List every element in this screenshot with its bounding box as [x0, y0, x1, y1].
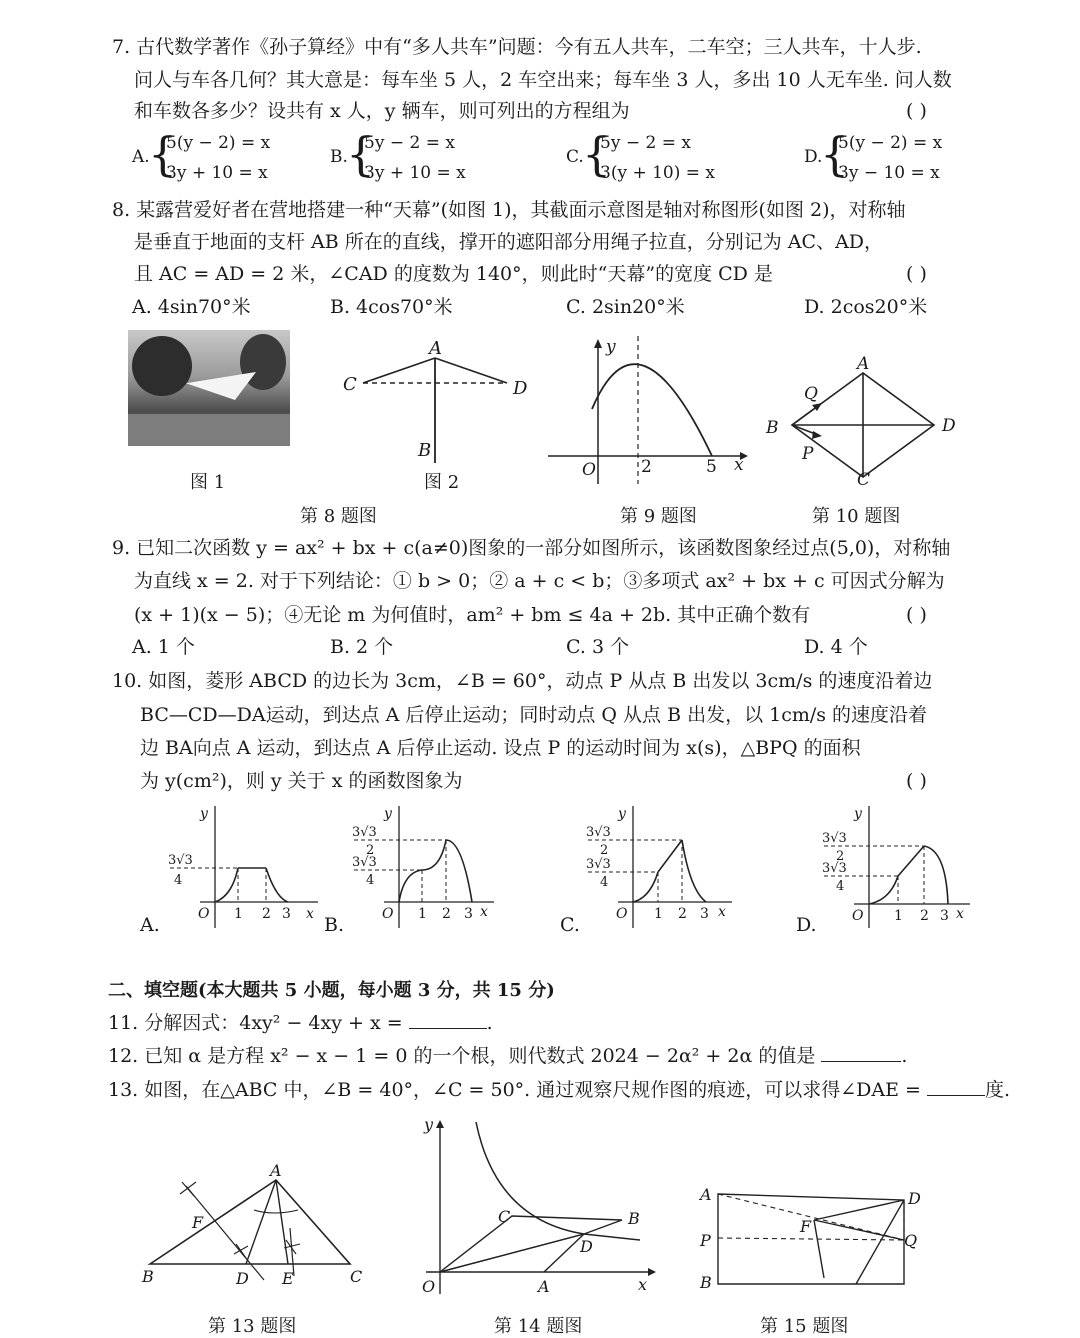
- fig13-label-f: F: [192, 1213, 204, 1232]
- q9-figure-caption: 第 9 题图: [620, 506, 697, 527]
- q7-option-b-label: B.: [330, 147, 348, 167]
- q10-d-tick-1: 1: [894, 908, 903, 924]
- q7-option-a-eq2: 3y + 10 = x: [166, 163, 268, 183]
- q7-line-1: 7. 古代数学著作《孙子算经》中有“多人共车”问题：今有五人共车，二车空；三人共车，十人步.: [112, 36, 922, 58]
- q9-option-c: C. 3 个: [566, 636, 630, 658]
- q10-a-tick-1: 1: [234, 906, 243, 922]
- fig14-label-a: A: [538, 1277, 550, 1296]
- q10-figure-caption: 第 10 题图: [812, 506, 901, 527]
- q10-b-tick-1: 1: [418, 906, 427, 922]
- q10-c-den-low: 4: [600, 875, 609, 890]
- fig14-label-d: D: [580, 1237, 593, 1256]
- tree-shape: [132, 336, 192, 396]
- q10-a-num: 3√3: [168, 853, 193, 868]
- arrow-icon: [812, 431, 822, 439]
- q10-line-4: 为 y(cm²)，则 y 关于 x 的函数图象为: [140, 770, 463, 792]
- q8-line-3: 且 AC = AD = 2 米，∠CAD 的度数为 140°，则此时“天幕”的宽度 CD 是: [134, 263, 773, 285]
- canopy-shape: [186, 372, 256, 400]
- fig15-label-f: F: [800, 1217, 812, 1236]
- fig13-label-e: E: [282, 1269, 294, 1288]
- q10-d-tick-3: 3: [940, 908, 949, 924]
- fig13-label-b: B: [142, 1267, 154, 1286]
- fig10-label-p: P: [802, 444, 814, 464]
- q7-option-d: [804, 127, 1004, 188]
- q8-line-2: 是垂直于地面的支杆 AB 所在的直线，撑开的遮阳部分用绳子拉直，分别记为 AC、AD，: [134, 231, 884, 253]
- fig14-label-x: x: [638, 1275, 648, 1294]
- q10-option-c-label: C.: [560, 914, 580, 936]
- fig2-label-c: C: [343, 374, 357, 395]
- q9-answer-paren: ( ): [906, 604, 927, 626]
- section-2-title: 二、填空题(本大题共 5 小题，每小题 3 分，共 15 分): [108, 980, 555, 1001]
- brace-icon: {: [582, 127, 612, 181]
- fig10-label-q: Q: [804, 384, 818, 404]
- q10-graph-b: [344, 800, 504, 930]
- q8-option-a: A. 4sin70°米: [132, 296, 251, 318]
- q10-d-den-low: 4: [836, 879, 845, 894]
- q10-a-den: 4: [174, 873, 183, 888]
- q9-option-b: B. 2 个: [330, 636, 394, 658]
- q7-option-d-eq2: 3y − 10 = x: [838, 163, 940, 183]
- q8-figure-caption: 第 8 题图: [300, 506, 377, 527]
- q7-option-d-eq1: 5(y − 2) = x: [838, 133, 943, 153]
- q10-a-label-y: y: [200, 806, 208, 822]
- q8-option-c: C. 2sin20°米: [566, 296, 685, 318]
- q7-option-b-eq1: 5y − 2 = x: [364, 133, 455, 153]
- q10-b-den-top: 2: [366, 843, 375, 858]
- q12-period: .: [901, 1045, 908, 1067]
- q10-b-tick-3: 3: [464, 906, 473, 922]
- q13-unit: 度.: [985, 1079, 1011, 1101]
- q10-c-tick-2: 2: [678, 906, 687, 922]
- q9-line-3: (x + 1)(x − 5)；④无论 m 为何值时，am² + bm ≤ 4a + 2b. 其中正确个数有: [134, 604, 811, 626]
- q10-c-tick-1: 1: [654, 906, 663, 922]
- q10-d-den-top: 2: [836, 849, 845, 864]
- fig9-label-y: y: [606, 337, 616, 357]
- fig13-label-c: C: [350, 1267, 363, 1286]
- q10-c-num-top: 3√3: [586, 825, 611, 840]
- q7-option-c-eq1: 5y − 2 = x: [600, 133, 691, 153]
- q7-answer-paren: ( ): [906, 100, 927, 122]
- q10-option-a-label: A.: [140, 914, 160, 936]
- q10-d-num-top: 3√3: [822, 831, 847, 846]
- brace-icon: {: [820, 127, 850, 181]
- brace-icon: {: [148, 127, 178, 181]
- arrow-icon: [594, 339, 602, 348]
- q10-a-tick-3: 3: [282, 906, 291, 922]
- q9-option-d: D. 4 个: [804, 636, 868, 658]
- q12-text: [108, 1043, 907, 1069]
- q10-graph-c: [578, 800, 748, 930]
- fig10-rhombus: [760, 355, 970, 490]
- q7-line-3: 和车数各多少？设共有 x 人，y 辆车，则可列出的方程组为: [134, 100, 630, 122]
- q7-option-c-eq2: 3(y + 10) = x: [600, 163, 716, 183]
- q7-option-c-label: C.: [566, 147, 584, 167]
- q10-b-tick-2: 2: [442, 906, 451, 922]
- fig14-hyperbola: [404, 1110, 664, 1300]
- q10-b-num-top: 3√3: [352, 825, 377, 840]
- fig14-label-o: O: [422, 1277, 436, 1296]
- fig14-label-y: y: [424, 1115, 434, 1134]
- fig9-label-o: O: [582, 460, 596, 480]
- fig2-label-a: A: [429, 338, 442, 359]
- q13-text: [108, 1077, 1010, 1103]
- fig2-label-b: B: [418, 440, 432, 461]
- fig15-label-d: D: [908, 1189, 921, 1208]
- q10-answer-paren: ( ): [906, 770, 927, 792]
- q10-c-tick-3: 3: [700, 906, 709, 922]
- q8-answer-paren: ( ): [906, 263, 927, 285]
- q10-line-3: 边 BA向点 A 运动，到达点 A 后停止运动. 设点 P 的运动时间为 x(s)，△BPQ 的面积: [140, 737, 861, 759]
- q7-line-2: 问人与车各几何？其大意是：每车坐 5 人，2 车空出来；每车坐 3 人，多出 10 人无车坐. 问人数: [134, 69, 952, 91]
- fig1-caption: 图 1: [190, 472, 226, 493]
- q7-option-c: [566, 127, 766, 188]
- fig10-label-c: C: [857, 470, 871, 490]
- q10-line-2: BC—CD—DA运动，到达点 A 后停止运动；同时动点 Q 从点 B 出发，以 1cm/s 的速度沿着: [140, 704, 928, 726]
- q9-line-2: 为直线 x = 2. 对于下列结论：① b > 0；② a + c < b；③多项式 ax² + bx + c 可因式分解为: [134, 570, 945, 592]
- fig15-label-a: A: [700, 1185, 712, 1204]
- q10-d-label-o: O: [852, 908, 864, 924]
- q10-b-den-low: 4: [366, 873, 375, 888]
- fig14-label-c: C: [498, 1207, 511, 1226]
- q7-option-d-label: D.: [804, 147, 823, 167]
- q10-line-1: 10. 如图，菱形 ABCD 的边长为 3cm，∠B = 60°，动点 P 从点 B 出发以 3cm/s 的速度沿着边: [112, 670, 933, 692]
- q10-c-den-top: 2: [600, 843, 609, 858]
- q12-answer-blank[interactable]: [821, 1043, 901, 1062]
- canopy-photo: [128, 330, 290, 446]
- q10-b-label-x: x: [480, 904, 488, 920]
- fig2-cross-section: [335, 338, 535, 468]
- fig13-triangle: [136, 1158, 376, 1298]
- q10-d-label-x: x: [956, 906, 964, 922]
- fig10-label-b: B: [766, 418, 779, 438]
- q8-option-d: D. 2cos20°米: [804, 296, 928, 318]
- q13-answer-blank[interactable]: [927, 1077, 985, 1096]
- q7-option-a-eq1: 5(y − 2) = x: [166, 133, 271, 153]
- fig15-label-p: P: [700, 1231, 711, 1250]
- q10-c-num-low: 3√3: [586, 857, 611, 872]
- fig14-label-b: B: [628, 1209, 640, 1228]
- q10-option-b-label: B.: [324, 914, 345, 936]
- q10-c-label-y: y: [618, 806, 626, 822]
- fig9-tick-2: 2: [641, 457, 652, 477]
- fig9-label-x: x: [734, 455, 744, 475]
- q10-d-tick-2: 2: [920, 908, 929, 924]
- q10-b-num-low: 3√3: [352, 855, 377, 870]
- q7-option-b: [330, 127, 510, 188]
- q11-answer-blank[interactable]: [409, 1010, 487, 1029]
- q10-a-label-o: O: [198, 906, 210, 922]
- ground-shape: [128, 414, 290, 446]
- arrow-icon: [436, 1120, 444, 1128]
- arrow-icon: [648, 1268, 656, 1276]
- q12-prompt: 12. 已知 α 是方程 x² − x − 1 = 0 的一个根，则代数式 2024 − 2α² + 2α 的值是: [108, 1045, 816, 1067]
- q13-prompt: 13. 如图，在△ABC 中，∠B = 40°，∠C = 50°. 通过观察尺规作图的痕迹，可以求得∠DAE =: [108, 1079, 921, 1101]
- q10-c-label-o: O: [616, 906, 628, 922]
- q15-figure-caption: 第 15 题图: [760, 1316, 849, 1337]
- q9-line-1: 9. 已知二次函数 y = ax² + bx + c(a≠0)图象的一部分如图所示，该函数图象经过点(5,0)，对称轴: [112, 537, 951, 559]
- q13-figure-caption: 第 13 题图: [208, 1316, 297, 1337]
- q11-period: .: [486, 1012, 493, 1034]
- q10-d-label-y: y: [854, 806, 862, 822]
- q14-figure-caption: 第 14 题图: [494, 1316, 583, 1337]
- fig15-label-q: Q: [904, 1231, 918, 1250]
- q7-option-b-eq2: 3y + 10 = x: [364, 163, 466, 183]
- fig9-tick-5: 5: [706, 457, 717, 477]
- fig15-label-b: B: [700, 1273, 712, 1292]
- q7-option-a-label: A.: [132, 147, 150, 167]
- q10-a-tick-2: 2: [262, 906, 271, 922]
- fig15-rectangle: [692, 1180, 942, 1300]
- fig10-label-a: A: [857, 355, 870, 374]
- q10-option-d-label: D.: [796, 914, 817, 936]
- q10-graph-a: [160, 800, 320, 930]
- fig10-label-d: D: [942, 416, 956, 436]
- q10-b-label-o: O: [382, 906, 394, 922]
- q11-text: [108, 1010, 493, 1036]
- q8-line-1: 8. 某露营爱好者在营地搭建一种“天幕”(如图 1)，其截面示意图是轴对称图形(如图 2)，对称轴: [112, 199, 906, 221]
- q10-b-label-y: y: [384, 806, 392, 822]
- q10-d-num-low: 3√3: [822, 861, 847, 876]
- q8-option-b: B. 4cos70°米: [330, 296, 453, 318]
- fig13-label-a: A: [270, 1161, 282, 1180]
- q10-a-label-x: x: [306, 906, 314, 922]
- brace-icon: {: [346, 127, 376, 181]
- fig2-label-d: D: [513, 378, 528, 399]
- fig9-parabola: [544, 334, 754, 494]
- q10-graph-d: [814, 800, 984, 930]
- fig2-caption: 图 2: [424, 472, 460, 493]
- q10-c-label-x: x: [718, 904, 726, 920]
- fig13-label-d: D: [236, 1269, 249, 1288]
- q7-option-a: [132, 127, 312, 188]
- q11-prompt: 11. 分解因式：4xy² − 4xy + x =: [108, 1012, 403, 1034]
- q9-option-a: A. 1 个: [132, 636, 195, 658]
